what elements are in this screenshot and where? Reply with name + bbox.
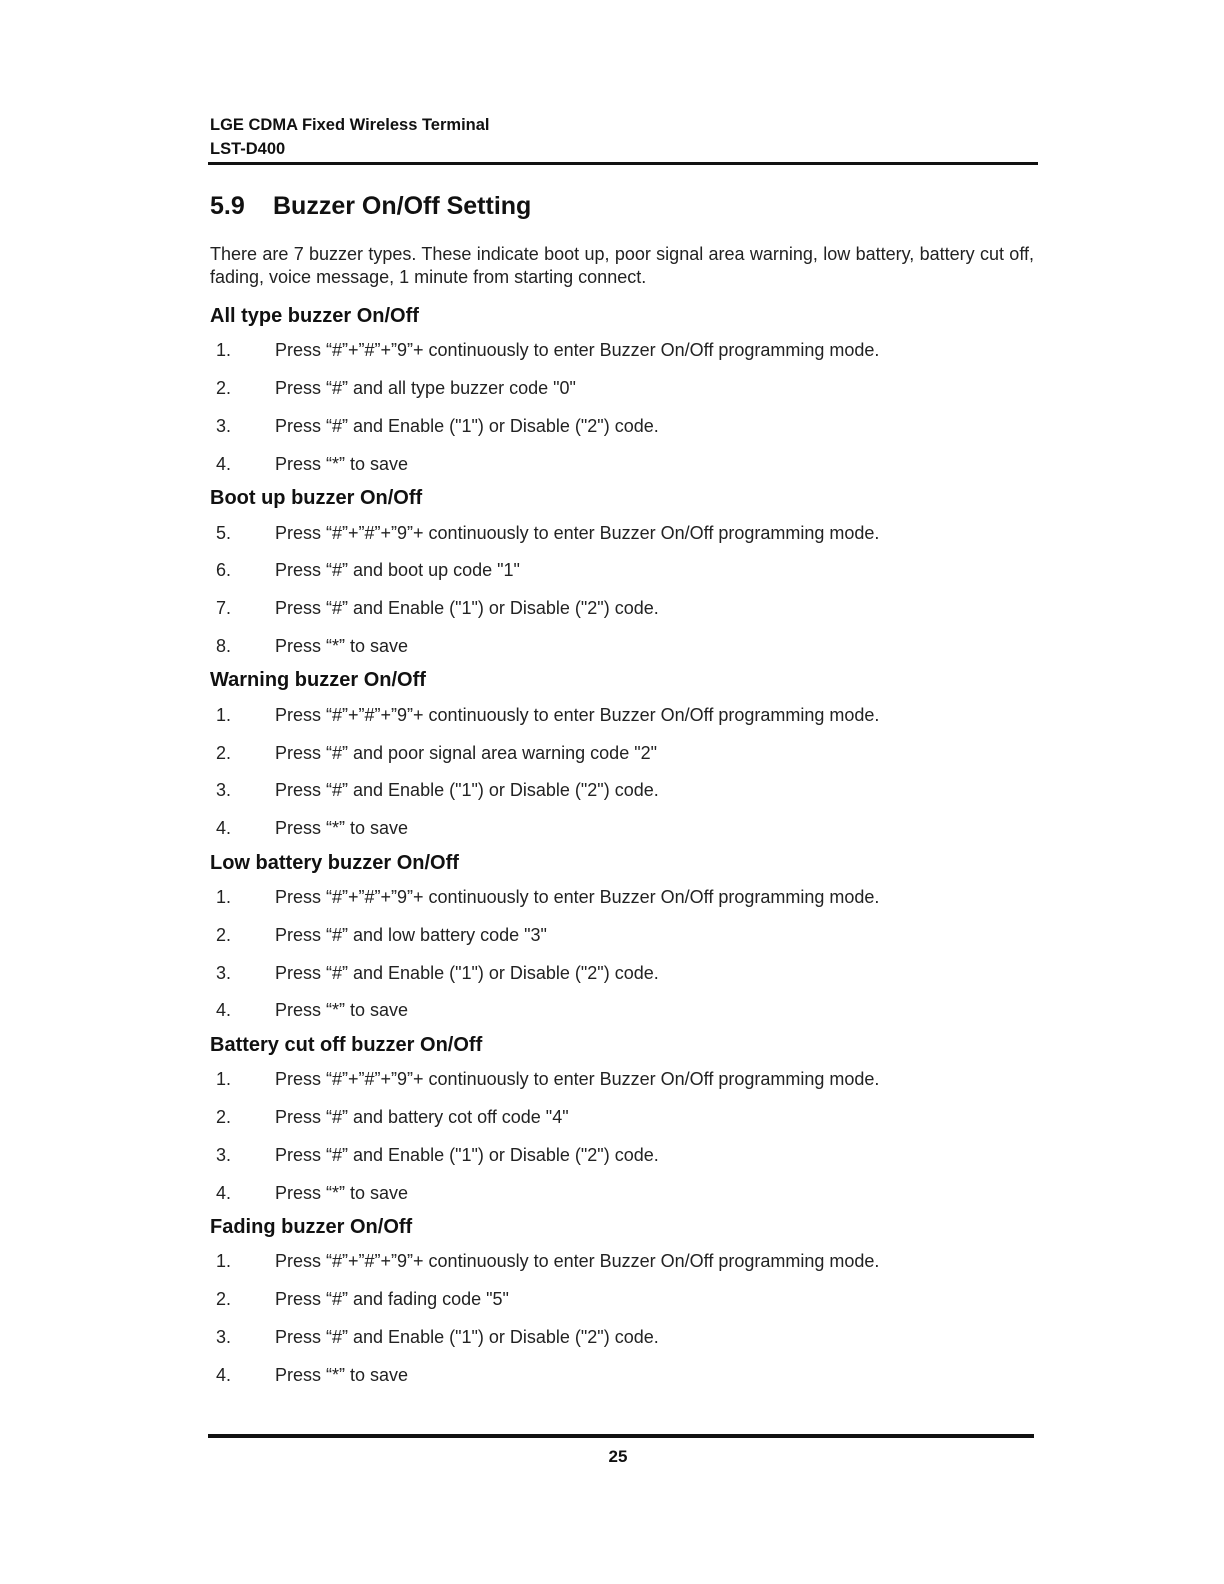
step-text: Press “*” to save — [275, 1364, 409, 1385]
step-text: Press “#” and Enable ("1") or Disable ("2") code. — [275, 780, 659, 801]
step-text: Press “#”+”#”+”9”+ continuously to enter Buzzer On/Off programming mode. — [275, 886, 880, 907]
step-number: 2. — [216, 378, 232, 399]
step-item — [210, 552, 1038, 590]
step-number: 3. — [216, 1326, 232, 1347]
header-product-line: LGE CDMA Fixed Wireless Terminal — [210, 116, 490, 134]
step-item — [210, 1281, 1038, 1319]
step-text: Press “#”+”#”+”9”+ continuously to enter Buzzer On/Off programming mode. — [275, 340, 880, 361]
step-text: Press “*” to save — [275, 1000, 409, 1021]
step-text: Press “*” to save — [275, 1182, 409, 1203]
step-text: Press “#” and Enable ("1") or Disable ("2") code. — [275, 415, 659, 436]
step-item — [210, 1136, 1038, 1174]
step-item — [210, 696, 1038, 734]
page-header — [210, 113, 1038, 161]
step-number: 1. — [216, 340, 232, 361]
step-number: 4. — [216, 453, 232, 474]
step-item — [210, 628, 1038, 666]
step-number: 3. — [216, 415, 232, 436]
step-number: 5. — [216, 522, 232, 543]
step-item — [210, 772, 1038, 810]
step-text: Press “#” and Enable ("1") or Disable ("2") code. — [275, 1144, 659, 1165]
step-text: Press “*” to save — [275, 818, 409, 839]
step-number: 2. — [216, 924, 232, 945]
step-number: 4. — [216, 1000, 232, 1021]
step-text: Press “#” and battery cot off code "4" — [275, 1106, 569, 1127]
step-text: Press “#” and fading code "5" — [275, 1289, 509, 1310]
step-item — [210, 954, 1038, 992]
header-model-line: LST-D400 — [210, 140, 286, 158]
step-text: Press “#” and poor signal area warning code "2" — [275, 742, 657, 763]
subsection-title: Warning buzzer On/Off — [210, 669, 426, 692]
step-number: 8. — [216, 635, 232, 656]
section-title — [210, 192, 531, 221]
step-item — [210, 1099, 1038, 1137]
step-number: 3. — [216, 962, 232, 983]
step-text: Press “#” and Enable ("1") or Disable ("2") code. — [275, 1326, 659, 1347]
step-number: 2. — [216, 1289, 232, 1310]
footer-divider — [208, 1434, 1034, 1438]
section-number: 5.9 — [210, 192, 245, 220]
step-number: 2. — [216, 1106, 232, 1127]
section-intro: There are 7 buzzer types. These indicate boot up, poor signal area warning, low battery, battery cut off, fading, voice message, 1 minute from starting connect. — [210, 244, 1034, 287]
step-number: 4. — [216, 1364, 232, 1385]
step-item — [210, 1356, 1038, 1394]
step-text: Press “#”+”#”+”9”+ continuously to enter Buzzer On/Off programming mode. — [275, 522, 880, 543]
step-text: Press “#”+”#”+”9”+ continuously to enter Buzzer On/Off programming mode. — [275, 1251, 880, 1272]
step-text: Press “#” and all type buzzer code "0" — [275, 378, 576, 399]
step-number: 1. — [216, 886, 232, 907]
step-number: 7. — [216, 598, 232, 619]
step-item — [210, 1174, 1038, 1212]
subsection-list — [210, 301, 1038, 1394]
step-item — [210, 992, 1038, 1030]
step-item — [210, 445, 1038, 483]
step-item — [210, 810, 1038, 848]
step-text: Press “*” to save — [275, 635, 409, 656]
step-number: 1. — [216, 1069, 232, 1090]
step-text: Press “#” and boot up code "1" — [275, 560, 520, 581]
step-item — [210, 1243, 1038, 1281]
step-item — [210, 879, 1038, 917]
step-number: 3. — [216, 780, 232, 801]
step-item — [210, 590, 1038, 628]
step-item — [210, 514, 1038, 552]
step-text: Press “#” and Enable ("1") or Disable ("2") code. — [275, 962, 659, 983]
step-number: 4. — [216, 818, 232, 839]
step-item — [210, 734, 1038, 772]
step-item — [210, 916, 1038, 954]
step-item — [210, 408, 1038, 446]
step-text: Press “#” and low battery code "3" — [275, 924, 547, 945]
step-number: 4. — [216, 1182, 232, 1203]
step-number: 2. — [216, 742, 232, 763]
page-number: 25 — [608, 1447, 628, 1466]
step-text: Press “*” to save — [275, 453, 409, 474]
step-text: Press “#” and Enable ("1") or Disable ("2") code. — [275, 598, 659, 619]
subsection-title: All type buzzer On/Off — [210, 305, 419, 327]
subsection-title: Battery cut off buzzer On/Off — [210, 1033, 483, 1056]
step-number: 6. — [216, 560, 232, 581]
subsection-title: Low battery buzzer On/Off — [210, 851, 459, 874]
step-number: 3. — [216, 1144, 232, 1165]
step-item — [210, 1319, 1038, 1357]
step-text: Press “#”+”#”+”9”+ continuously to enter Buzzer On/Off programming mode. — [275, 1069, 880, 1090]
step-item — [210, 1061, 1038, 1099]
section-title-text: Buzzer On/Off Setting — [273, 192, 532, 220]
step-item — [210, 332, 1038, 370]
step-item — [210, 370, 1038, 408]
header-divider — [208, 162, 1038, 165]
step-text: Press “#”+”#”+”9”+ continuously to enter Buzzer On/Off programming mode. — [275, 704, 880, 725]
step-number: 1. — [216, 704, 232, 725]
subsection-title: Boot up buzzer On/Off — [210, 487, 423, 510]
step-number: 1. — [216, 1251, 232, 1272]
subsection-title: Fading buzzer On/Off — [210, 1215, 413, 1238]
